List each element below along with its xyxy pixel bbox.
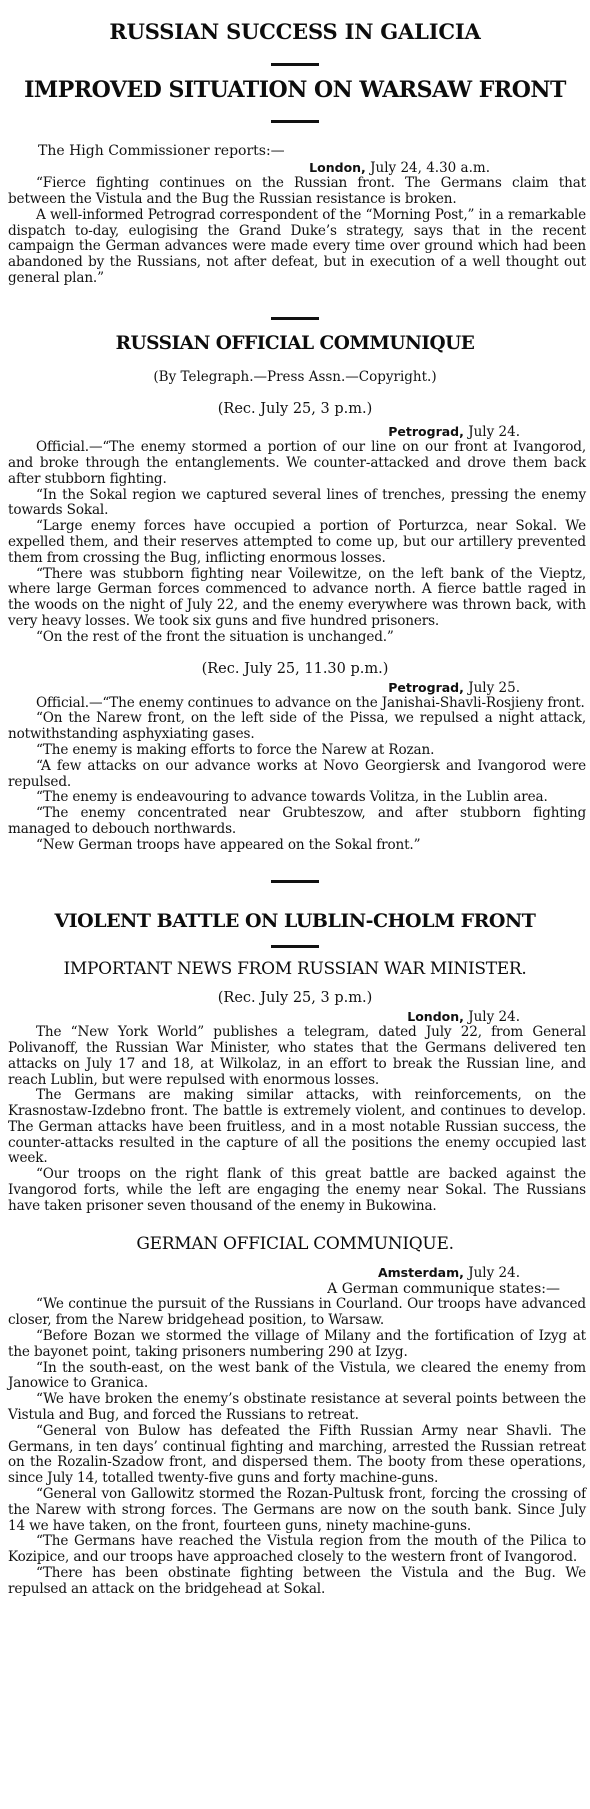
paragraph: “On the rest of the front the situation is unchanged.” (36, 628, 394, 645)
paragraph: Official.—“The enemy stormed a portion of our line on our front at Ivangorod, and broke through the entanglements. We counter-attacked and drove them back after stubborn fighting. (8, 439, 586, 487)
section-subtitle: IMPORTANT NEWS FROM RUSSIAN WAR MINISTER. (63, 959, 527, 980)
paragraph: “In the south-east, on the west bank of the Vistula, we cleared the enemy from Janowice to Granica. (8, 1359, 586, 1392)
dateline-date: July 24, 4.30 a.m. (370, 160, 490, 177)
section-title: IMPROVED SITUATION ON WARSAW FRONT (24, 77, 566, 104)
paragraph: “A few attacks on our advance works at Novo Georgiersk and Ivangorod were repulsed. (8, 757, 586, 790)
paragraph: A well-informed Petrograd correspondent of the “Morning Post,” in a remarkable dispatch to-day, eulogising the Grand Duke’s strategy, says that in the recent campaign the German advances were made every time over ground which had been abandoned by the Russians, not after defeat, but in execution of a well thought out general plan.” (8, 206, 586, 287)
dateline-date: July 24. (468, 1009, 520, 1026)
paragraph: “There was stubborn fighting near Voilewitze, on the left bank of the Vieptz, where large German forces commenced to advance north. A fierce battle raged in the woods on the night of July 22, and the enemy everywhere was thrown back, with very heavy losses. We took six guns and five hundred prisoners. (8, 565, 586, 629)
dateline-place: Petrograd, (388, 424, 464, 440)
received-line: (Rec. July 25, 3 p.m.) (217, 401, 373, 418)
paragraph: “General von Bulow has defeated the Fifth Russian Army near Shavli. The Germans, in ten days’ continual fighting and marching, arrested the Russian retreat on the Rozalin-Szadow front, and dispersed them. The booty from these operations, since July 14, totalled twenty-five guns and forty machine-guns. (8, 1422, 586, 1487)
dateline (0, 680, 590, 696)
paragraph: “The Germans have reached the Vistula region from the mouth of the Pilica to Kozipice, and our troops have approached closely to the western front of Ivangorod. (8, 1533, 586, 1566)
paragraph: “There has been obstinate fighting between the Vistula and the Bug. We repulsed an attack on the bridgehead at Sokal. (8, 1564, 586, 1597)
received-line: (Rec. July 25, 11.30 p.m.) (201, 660, 389, 677)
dateline-place: London, (309, 160, 366, 176)
paragraph: “Before Bozan we stormed the village of Milany and the fortification of Izyg at the bayonet point, taking prisoners numbering 290 at Izyg. (8, 1327, 586, 1360)
dateline (0, 1009, 590, 1025)
paragraph: Official.—“The enemy continues to advance on the Janishai-Shavli-Rosjieny front. (36, 694, 585, 711)
dateline-place: London, (407, 1009, 464, 1025)
dateline-date: July 24. (468, 1265, 520, 1282)
paragraph: “We continue the pursuit of the Russians in Courland. Our troops have advanced closer, from the Narew bridgehead position, to Warsaw. (8, 1296, 586, 1329)
dateline (0, 1265, 590, 1281)
section-russian-communique (0, 320, 590, 883)
dateline-place: Amsterdam, (377, 1265, 464, 1281)
paragraph: The Germans are making similar attacks, with reinforcements, on the Krasnostaw-Izdebno front. The battle is extremely violent, and continues to develop. The German attacks have been fruitless, and in a most notable Russian success, the counter-attacks resulted in the capture of all the positions the enemy occupied last week. (8, 1087, 586, 1167)
paragraph: “Fierce fighting continues on the Russian front. The Germans claim that between the Vistula and the Bug the Russian resistance is broken. (8, 175, 586, 208)
section-german-communique (0, 1215, 590, 1598)
divider-rule (271, 120, 319, 123)
paragraph: “The enemy concentrated near Grubteszow, and after stubborn fighting managed to debouch northwards. (8, 805, 586, 837)
dateline-date: July 24. (468, 424, 520, 441)
paragraph: “In the Sokal region we captured several lines of trenches, pressing the enemy towards Sokal. (8, 486, 586, 519)
paragraph: The “New York World” publishes a telegram, dated July 22, from General Polivanoff, the Russian War Minister, who states that the Germans delivered ten attacks on July 17 and 18, at Wilkolaz, in an effort to break the Russian line, and reach Lublin, but were repulsed with enormous losses. (8, 1024, 586, 1088)
byline: (By Telegraph.—Press Assn.—Copyright.) (153, 369, 437, 386)
section-warsaw-front (0, 66, 590, 320)
paragraph: “Our troops on the right flank of this great battle are backed against the Ivangorod forts, while the left are engaging the enemy near Sokal. The Russians have taken prisoner seven thousand of the enemy in Bukowina. (8, 1166, 586, 1214)
dateline (0, 160, 590, 176)
dateline (0, 424, 590, 440)
intro-line: A German communique states:— (327, 1281, 560, 1298)
section-title: VIOLENT BATTLE ON LUBLIN-CHOLM FRONT (54, 909, 536, 932)
dateline-date: July 25. (468, 679, 520, 696)
paragraph: “The enemy is making efforts to force the Narew at Rozan. (36, 741, 435, 758)
paragraph: “The enemy is endeavouring to advance towards Volitza, in the Lublin area. (36, 789, 548, 806)
paragraph: “On the Narew front, on the left side of the Pissa, we repulsed a night attack, notwithstanding asphyxiating gases. (8, 710, 586, 743)
paragraph: “New German troops have appeared on the Sokal front.” (36, 836, 421, 853)
dateline-place: Petrograd, (388, 679, 464, 695)
section-title: RUSSIAN OFFICIAL COMMUNIQUE (115, 332, 475, 354)
intro-line: The High Commissioner reports:— (38, 143, 285, 160)
paragraph: “We have broken the enemy’s obstinate resistance at several points between the Vistula and Bug, and forced the Russians to retreat. (8, 1391, 586, 1423)
headline: RUSSIAN SUCCESS IN GALICIA (109, 19, 481, 44)
paragraph: “General von Gallowitz stormed the Rozan-Pultusk front, forcing the crossing of the Narew with strong forces. The Germans are now on the south bank. Since July 14 we have taken, on the front, fourteen guns, ninety machine-guns. (8, 1485, 586, 1534)
received-line: (Rec. July 25, 3 p.m.) (217, 990, 373, 1007)
paragraph: “Large enemy forces have occupied a portion of Porturzca, near Sokal. We expelled them, and their reserves attempted to come up, but our artillery prevented them from crossing the Bug, inflicting enormous losses. (8, 518, 586, 566)
section-title: GERMAN OFFICIAL COMMUNIQUE. (136, 1233, 454, 1254)
section-lublin-cholm (0, 883, 590, 1215)
